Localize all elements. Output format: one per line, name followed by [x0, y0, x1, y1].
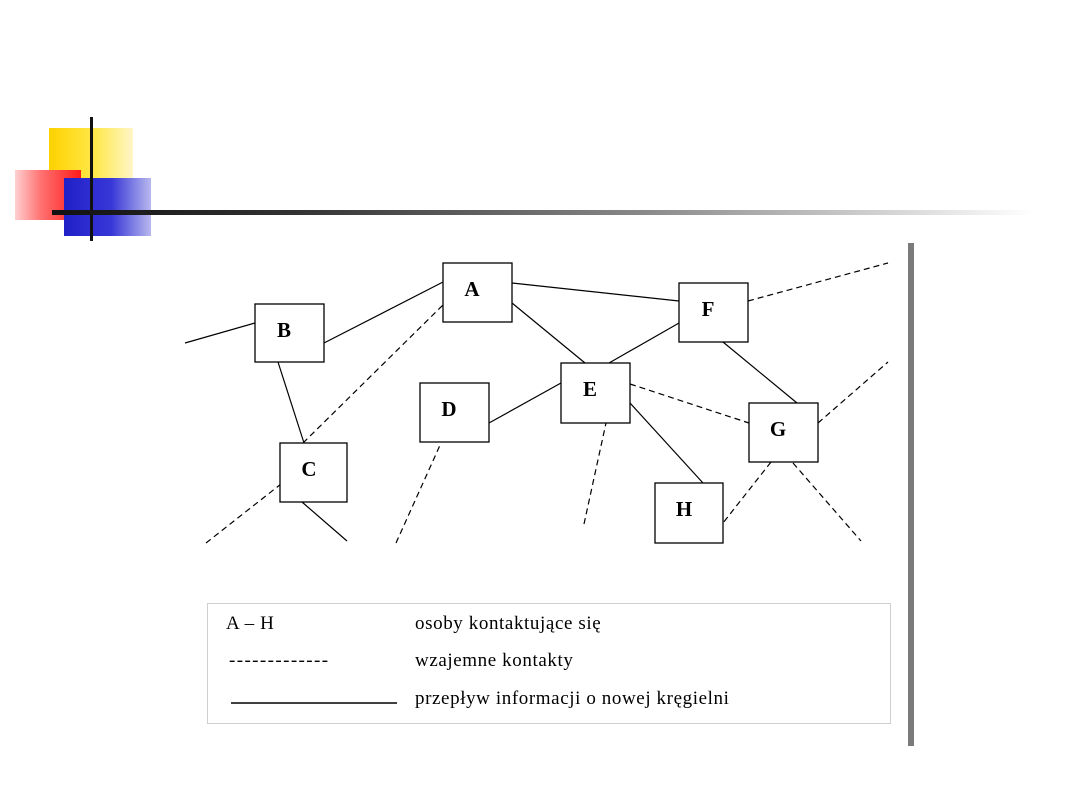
- node-label-b: B: [276, 318, 292, 342]
- node-b: [255, 304, 324, 362]
- edge-g-external-dashed-2: [793, 463, 861, 541]
- node-label-g: G: [769, 417, 787, 441]
- edge-e-h: [630, 403, 703, 483]
- node-a: [443, 263, 512, 322]
- legend-key-nodes: A – H: [226, 613, 275, 634]
- node-label-h: H: [675, 497, 693, 521]
- edge-g-h: [723, 462, 771, 523]
- edge-f-external-dashed: [748, 263, 888, 301]
- node-g: [749, 403, 818, 462]
- edge-d-external-dashed: [396, 443, 441, 543]
- edge-b-a: [324, 282, 443, 343]
- legend-desc-solid: przepływ informacji o nowej kręgielni: [415, 688, 730, 709]
- edge-c-external-dashed: [206, 484, 281, 543]
- edge-a-f: [512, 283, 679, 301]
- node-label-d: D: [441, 397, 457, 421]
- node-c: [280, 443, 347, 502]
- edge-b-external: [185, 323, 255, 343]
- legend-desc-nodes: osoby kontaktujące się: [415, 613, 602, 634]
- edge-c-external: [302, 502, 347, 541]
- node-label-f: F: [701, 297, 715, 321]
- node-h: [655, 483, 723, 543]
- node-d: [420, 383, 489, 442]
- node-label-c: C: [301, 457, 317, 481]
- legend-key-dashed: -------------: [229, 650, 330, 671]
- nodes: [255, 263, 818, 543]
- node-label-e: E: [582, 377, 598, 401]
- edge-d-e: [489, 383, 561, 423]
- edge-a-e: [512, 303, 585, 363]
- legend-desc-dashed: wzajemne kontakty: [415, 650, 574, 671]
- edge-e-g: [630, 384, 749, 423]
- node-f: [679, 283, 748, 342]
- legend-solid-line-sample: [229, 700, 399, 706]
- edge-b-c: [278, 362, 304, 443]
- edge-f-e: [609, 323, 679, 363]
- edge-g-external-dashed: [818, 362, 888, 423]
- edge-f-g: [723, 342, 797, 403]
- edge-e-external-dashed: [584, 423, 606, 524]
- node-e: [561, 363, 630, 423]
- node-label-a: A: [464, 277, 480, 301]
